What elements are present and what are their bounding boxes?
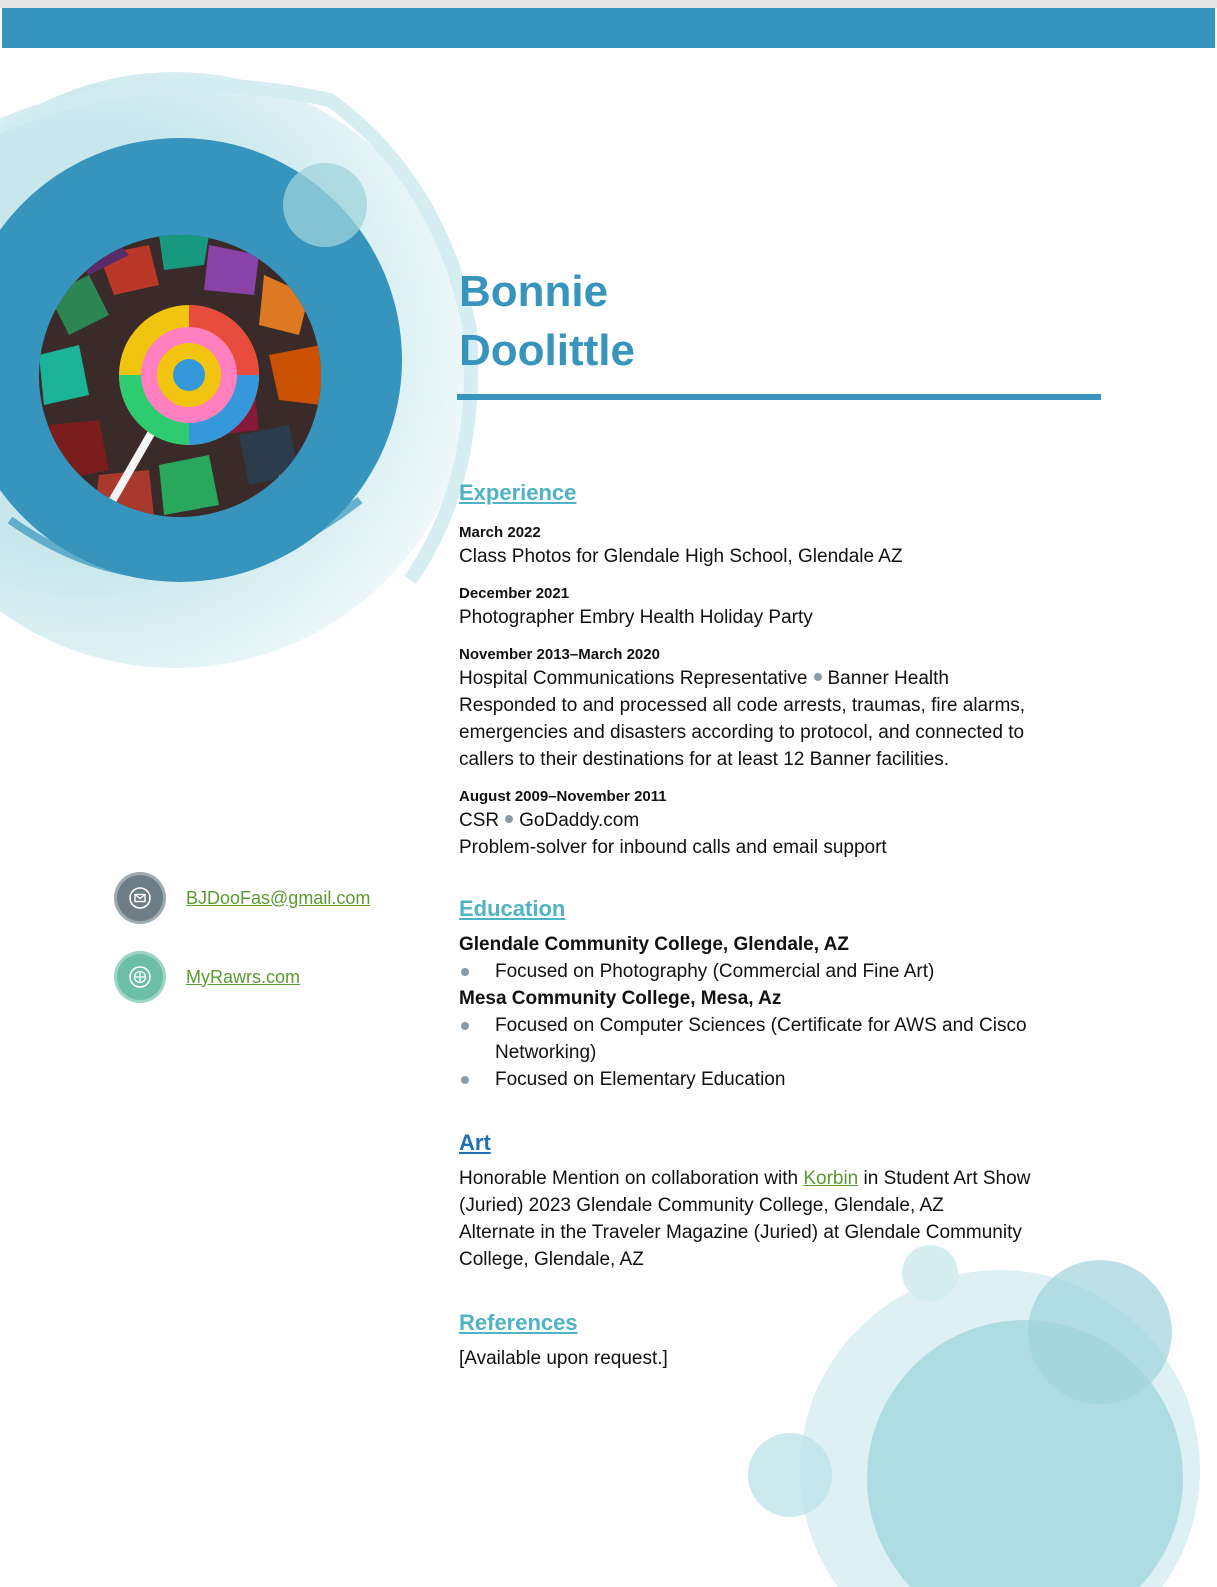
references-heading: References xyxy=(459,1310,578,1335)
experience-date: December 2021 xyxy=(459,585,570,602)
education-school xyxy=(459,985,1099,1093)
experience-company: Banner Health xyxy=(827,668,949,689)
experience-role-line xyxy=(459,665,1099,692)
experience-item xyxy=(459,523,1099,570)
art-heading: Art xyxy=(459,1130,491,1155)
experience-item xyxy=(459,787,1099,861)
experience-role: CSR xyxy=(459,810,500,831)
contact-email-row xyxy=(114,872,370,924)
experience-item xyxy=(459,584,1099,631)
korbin-link[interactable]: Korbin xyxy=(803,1168,859,1189)
art-text: Honorable Mention on collaboration with xyxy=(459,1168,799,1189)
name-divider xyxy=(457,394,1101,400)
experience-item xyxy=(459,645,1099,773)
lollipop-dice-photo xyxy=(39,235,321,517)
contact-website-row xyxy=(114,951,300,1003)
experience-date: November 2013–March 2020 xyxy=(459,646,660,663)
school-name: Glendale Community College, Glendale, AZ xyxy=(459,934,849,955)
experience-role-line xyxy=(459,807,1099,834)
art-entry xyxy=(459,1165,1084,1219)
candidate-name xyxy=(459,262,635,380)
website-link[interactable]: MyRawrs.com xyxy=(186,966,301,987)
experience-title: Photographer Embry Health Holiday Party xyxy=(459,607,813,628)
experience-date: March 2022 xyxy=(459,524,541,541)
art-entry: Alternate in the Traveler Magazine (Juried) at Glendale Community College, Glendale, AZ xyxy=(459,1222,1022,1270)
references-text: [Available upon request.] xyxy=(459,1348,668,1369)
email-link[interactable]: BJDooFas@gmail.com xyxy=(186,887,371,908)
separator-dot xyxy=(505,815,513,823)
education-bullet: Focused on Computer Sciences (Certificate for AWS and Cisco Networking) xyxy=(459,1012,1055,1066)
experience-role: Hospital Communications Representative xyxy=(459,668,808,689)
education-school xyxy=(459,931,1099,985)
education-bullet: Focused on Photography (Commercial and Fine Art) xyxy=(459,958,1099,985)
separator-dot xyxy=(814,673,822,681)
resume-body xyxy=(459,477,1099,1372)
globe-icon xyxy=(114,951,166,1003)
education-bullet: Focused on Elementary Education xyxy=(459,1066,1099,1093)
school-name: Mesa Community College, Mesa, Az xyxy=(459,988,782,1009)
art-text: in Student Art Show (Juried) 2023 Glendale Community College, Glendale, AZ xyxy=(459,1168,1031,1216)
experience-description: Responded to and processed all code arrests, traumas, fire alarms, xyxy=(459,695,1026,716)
experience-description: Problem-solver for inbound calls and email support xyxy=(459,837,887,858)
experience-date: August 2009–November 2011 xyxy=(459,788,667,805)
education-heading: Education xyxy=(459,896,566,921)
experience-company: GoDaddy.com xyxy=(519,810,640,831)
mail-icon xyxy=(114,872,166,924)
profile-photo xyxy=(39,235,321,517)
last-name: Doolittle xyxy=(459,326,635,375)
first-name: Bonnie xyxy=(459,267,609,316)
experience-heading: Experience xyxy=(459,480,577,505)
experience-title: Class Photos for Glendale High School, Glendale AZ xyxy=(459,546,903,567)
experience-description: emergencies and disasters according to protocol, and connected to xyxy=(459,722,1025,743)
experience-description: callers to their destinations for at least 12 Banner facilities. xyxy=(459,749,950,770)
